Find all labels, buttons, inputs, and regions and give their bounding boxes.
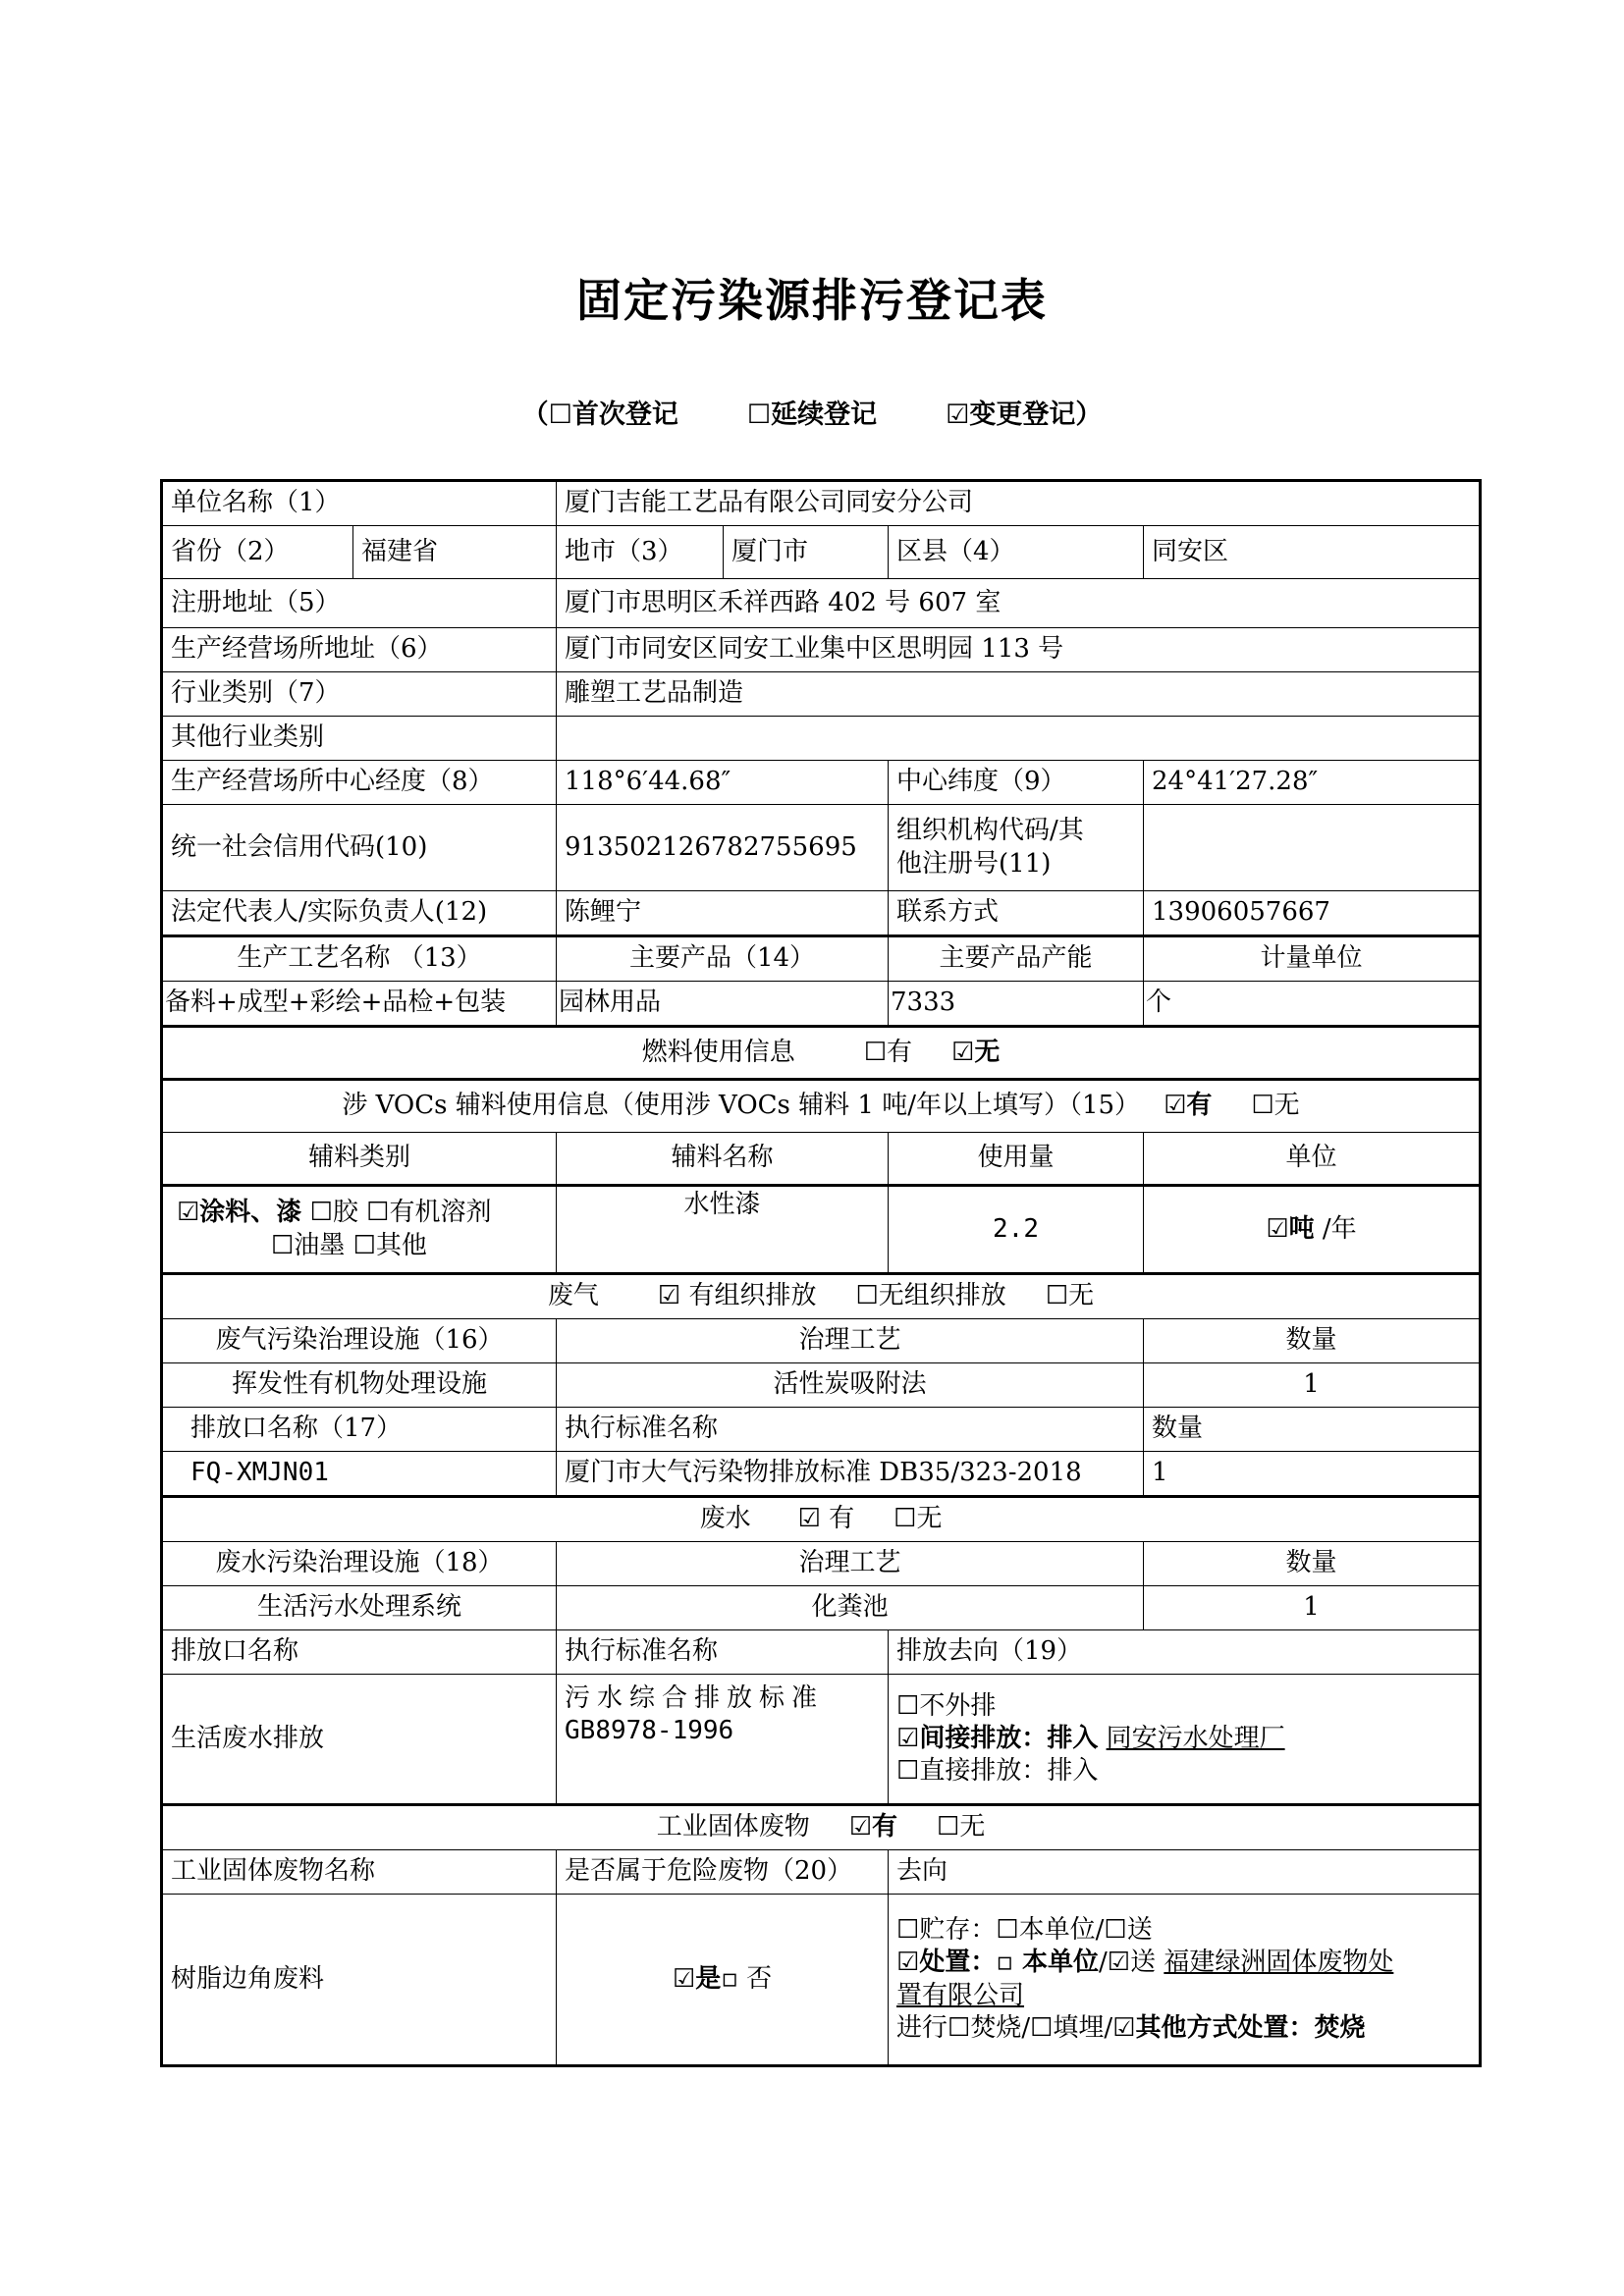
aux-category-value: ☑涂料、漆 ☐胶 ☐有机溶剂 ☐油墨 ☐其他 [162, 1186, 557, 1274]
aux-unit-value: ☑吨 /年 [1144, 1186, 1481, 1274]
row-solid-waste [162, 1895, 1481, 2066]
gas-facility-value: 挥发性有机物处理设施 [162, 1363, 557, 1408]
storage-checkbox[interactable]: ☐贮存：☐本单位/☐送 [896, 1914, 1153, 1945]
longitude-label: 生产经营场所中心经度（8） [162, 761, 557, 805]
industry-value: 雕塑工艺品制造 [557, 672, 1481, 717]
row-credit-code [162, 805, 1481, 891]
continue-registration-checkbox[interactable]: ☐延续登记 [746, 400, 878, 430]
row-water-fac-headers [162, 1542, 1481, 1586]
gas-standard-value: 厦门市大气污染物排放标准 DB35/323-2018 [557, 1452, 1144, 1497]
indirect-discharge-checkbox[interactable]: ☑间接排放：排入 [896, 1723, 1099, 1753]
product-header: 主要产品（14） [557, 936, 889, 982]
row-aux [162, 1186, 1481, 1274]
vocs-no-checkbox[interactable]: ☐无 [1251, 1091, 1300, 1121]
solid-no-checkbox[interactable]: ☐无 [937, 1812, 986, 1842]
city-value: 厦门市 [724, 526, 889, 579]
row-unit-name [162, 481, 1481, 526]
waste-water-info: 废水 ☑ 有 ☐无 [162, 1497, 1481, 1542]
county-value: 同安区 [1144, 526, 1481, 579]
org-code-value [1144, 805, 1481, 891]
discharge-target: 同安污水处理厂 [1106, 1723, 1285, 1753]
unit-value: 个 [1144, 982, 1481, 1027]
disposal-target-1: 福建绿洲固体废物处 [1164, 1948, 1394, 1978]
prod-address-value: 厦门市同安区同安工业集中区思明园 113 号 [557, 628, 1481, 672]
waste-gas-info: 废气 ☑ 有组织排放 ☐无组织排放 ☐无 [162, 1274, 1481, 1319]
row-coordinates [162, 761, 1481, 805]
water-facility-value: 生活污水处理系统 [162, 1586, 557, 1630]
province-label: 省份（2） [162, 526, 353, 579]
vocs-yes-checkbox[interactable]: ☑有 [1164, 1091, 1213, 1121]
unorganized-emission-checkbox[interactable]: ☐无组织排放 [855, 1281, 1006, 1311]
water-process-value: 化粪池 [557, 1586, 1144, 1630]
gas-none-checkbox[interactable]: ☐无 [1045, 1281, 1095, 1311]
row-reg-address [162, 579, 1481, 628]
registration-form [160, 479, 1482, 2067]
hazard-value [557, 1895, 889, 2066]
solid-yes-checkbox[interactable]: ☑有 [848, 1812, 898, 1842]
gas-count-value: 1 [1144, 1363, 1481, 1408]
water-standard-header: 执行标准名称 [557, 1630, 889, 1675]
gas-process-header: 治理工艺 [557, 1319, 1144, 1363]
fuel-no-checkbox[interactable]: ☑无 [951, 1037, 1001, 1067]
province-value: 福建省 [353, 526, 557, 579]
gas-outlet-header: 排放口名称（17） [162, 1408, 557, 1452]
unit-name-label: 单位名称（1） [162, 481, 557, 526]
row-industry [162, 672, 1481, 717]
contact-value: 13906057667 [1144, 891, 1481, 936]
other-industry-label: 其他行业类别 [162, 717, 557, 761]
row-legal-rep [162, 891, 1481, 936]
capacity-value: 7333 [889, 982, 1144, 1027]
row-production [162, 982, 1481, 1027]
unit-name-value: 厦门吉能工艺品有限公司同安分公司 [557, 481, 1481, 526]
industry-label: 行业类别（7） [162, 672, 557, 717]
legal-rep-value: 陈鲤宁 [557, 891, 889, 936]
latitude-label: 中心纬度（9） [889, 761, 1144, 805]
org-code-label: 组织机构代码/其 他注册号(11) [889, 805, 1144, 891]
longitude-value: 118°6′44.68″ [557, 761, 889, 805]
aux-category-header: 辅料类别 [162, 1133, 557, 1186]
row-water [162, 1497, 1481, 1542]
aux-amount-value: 2.2 [889, 1186, 1144, 1274]
gas-process-value: 活性炭吸附法 [557, 1363, 1144, 1408]
coating-checkbox[interactable]: ☑涂料、漆 [177, 1198, 302, 1228]
legal-rep-label: 法定代表人/实际负责人(12) [162, 891, 557, 936]
water-count-value: 1 [1144, 1586, 1481, 1630]
unit-header: 计量单位 [1144, 936, 1481, 982]
row-gas-outlet-headers [162, 1408, 1481, 1452]
credit-code-label: 统一社会信用代码(10) [162, 805, 557, 891]
hazard-no-checkbox[interactable]: ▫ 否 [721, 1963, 773, 1994]
hazard-yes-checkbox[interactable]: ☑是 [672, 1963, 722, 1994]
water-outlet-value: 生活废水排放 [162, 1675, 557, 1805]
row-region [162, 526, 1481, 579]
latitude-value: 24°41′27.28″ [1144, 761, 1481, 805]
row-water-facility [162, 1586, 1481, 1630]
row-solid-headers [162, 1850, 1481, 1895]
row-water-outlet-headers [162, 1630, 1481, 1675]
ton-checkbox[interactable]: ☑吨 [1266, 1213, 1315, 1244]
water-count-header: 数量 [1144, 1542, 1481, 1586]
city-label: 地市（3） [557, 526, 724, 579]
other-industry-value [557, 717, 1481, 761]
contact-label: 联系方式 [889, 891, 1144, 936]
reg-address-value: 厦门市思明区禾祥西路 402 号 607 室 [557, 579, 1481, 628]
gas-facility-header: 废气污染治理设施（16） [162, 1319, 557, 1363]
product-value: 园林用品 [557, 982, 889, 1027]
water-destination-value [889, 1675, 1481, 1805]
aux-name-value: 水性漆 [557, 1186, 889, 1274]
water-yes-checkbox[interactable]: ☑ 有 [797, 1504, 855, 1534]
row-prod-address [162, 628, 1481, 672]
solid-destination-value: ☐贮存：☐本单位/☐送 ☑处置：▫ 本单位/☑送 福建绿洲固体废物处 置有限公司 进行☐焚烧/☐填埋/☑其他方式处置：焚烧 [889, 1895, 1481, 2066]
gas-count-header: 数量 [1144, 1319, 1481, 1363]
solid-waste-info: 工业固体废物 ☑有 ☐无 [162, 1805, 1481, 1850]
water-outlet-header: 排放口名称 [162, 1630, 557, 1675]
solid-name-value: 树脂边角废料 [162, 1895, 557, 2066]
disposal-target-2: 置有限公司 [896, 1980, 1025, 2010]
fuel-info: 燃料使用信息 ☐有 ☑无 [162, 1027, 1481, 1080]
row-aux-headers [162, 1133, 1481, 1186]
page-title: 固定污染源排污登记表 [576, 274, 1048, 327]
water-facility-header: 废水污染治理设施（18） [162, 1542, 557, 1586]
row-solid [162, 1805, 1481, 1850]
capacity-header: 主要产品产能 [889, 936, 1144, 982]
row-water-outlet [162, 1675, 1481, 1805]
gas-outlet-count-header: 数量 [1144, 1408, 1481, 1452]
solid-destination-header: 去向 [889, 1850, 1481, 1895]
water-process-header: 治理工艺 [557, 1542, 1144, 1586]
reg-address-label: 注册地址（5） [162, 579, 557, 628]
prod-address-label: 生产经营场所地址（6） [162, 628, 557, 672]
disposal-checkbox[interactable]: ☑处置： [896, 1948, 997, 1978]
water-no-checkbox[interactable]: ☐无 [893, 1504, 943, 1534]
process-header: 生产工艺名称 （13） [162, 936, 557, 982]
first-registration-checkbox[interactable]: ☐首次登记 [548, 400, 678, 430]
gas-standard-header: 执行标准名称 [557, 1408, 1144, 1452]
row-gas [162, 1274, 1481, 1319]
no-discharge-checkbox[interactable]: ☐不外排 [896, 1690, 997, 1721]
registration-type: （☐首次登记 ☐延续登记 ☑变更登记） [0, 393, 1624, 431]
process-value: 备料+成型+彩绘+品检+包装 [162, 982, 557, 1027]
gas-outlet-value: FQ-XMJN01 [162, 1452, 557, 1497]
row-gas-fac-headers [162, 1319, 1481, 1363]
row-gas-facility [162, 1363, 1481, 1408]
other-disposal-checkbox[interactable]: ☑其他方式处置：焚烧 [1112, 2012, 1366, 2043]
row-other-industry [162, 717, 1481, 761]
row-vocs [162, 1080, 1481, 1133]
aux-amount-header: 使用量 [889, 1133, 1144, 1186]
gas-outlet-count-value: 1 [1144, 1452, 1481, 1497]
fuel-yes-checkbox[interactable]: ☐有 [863, 1037, 913, 1067]
solid-name-header: 工业固体废物名称 [162, 1850, 557, 1895]
aux-name-header: 辅料名称 [557, 1133, 889, 1186]
hazard-header: 是否属于危险废物（20） [557, 1850, 889, 1895]
credit-code-value: 913502126782755695 [557, 805, 889, 891]
change-registration-checkbox[interactable]: ☑变更登记 [946, 400, 1076, 430]
direct-discharge-checkbox[interactable]: ☐直接排放：排入 [896, 1756, 1099, 1787]
water-destination-header: 排放去向（19） [889, 1630, 1481, 1675]
organized-emission-checkbox[interactable]: ☑ 有组织排放 [657, 1281, 817, 1311]
aux-unit-header: 单位 [1144, 1133, 1481, 1186]
row-gas-outlet [162, 1452, 1481, 1497]
row-production-headers [162, 936, 1481, 982]
row-fuel [162, 1027, 1481, 1080]
water-standard-value: 污水综合排放标准 GB8978-1996 [557, 1675, 889, 1805]
vocs-info: 涉 VOCs 辅料使用信息（使用涉 VOCs 辅料 1 吨/年以上填写）（15） ☑有 ☐无 [162, 1080, 1481, 1133]
county-label: 区县（4） [889, 526, 1144, 579]
